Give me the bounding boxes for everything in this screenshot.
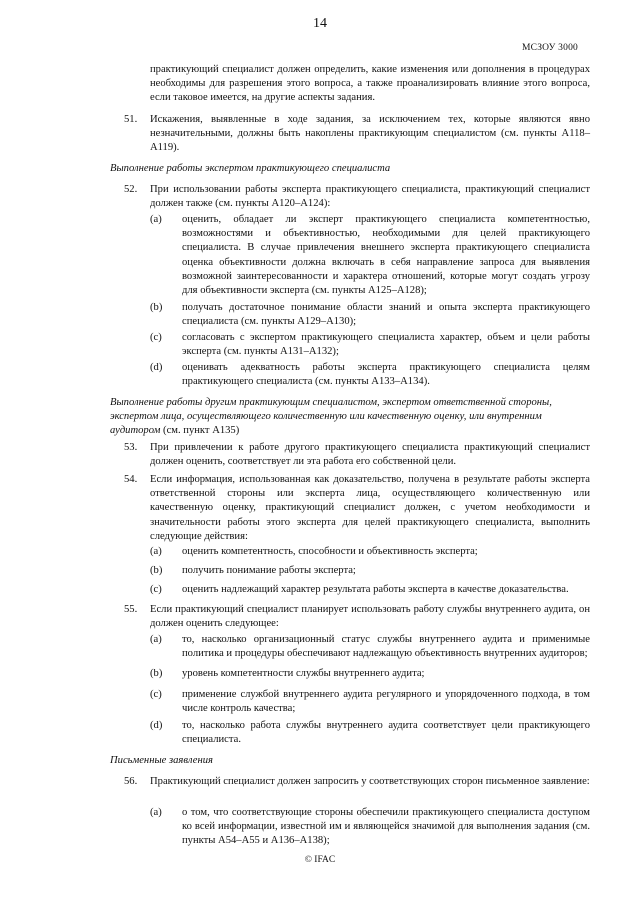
paragraph-text: Искажения, выявленные в ходе задания, за исключением тех, которые являются явно незначительными, должны быть накоплены практикующим специалистом (см. пункты A118–A119). [150, 114, 590, 154]
list-item: получать достаточное понимание области знаний и опыта эксперта практикующего специалиста (см. пункты A129–A130); [182, 302, 590, 328]
page-number: 14 [313, 16, 327, 31]
heading-reference: (см. пункт A135) [160, 425, 240, 437]
list-item: оценить надлежащий характер результата работы эксперта в качестве доказательства. [182, 584, 569, 595]
paragraph-number: 55. [124, 604, 138, 615]
list-letter: (d) [150, 720, 163, 731]
list-letter: (c) [150, 584, 162, 595]
list-item: уровень компетентности службы внутреннего аудита; [182, 668, 425, 679]
paragraph-text: Если информация, использованная как доказательство, получена в результате работы эксперта ответственной стороны или эксперта лица, осуществляющего количественную или качественную оценку, практикующий специалист должен, с учетом необходимости и значительности работы этого эксперта для целей практикующего специалиста, выполнить следующие действия: [150, 474, 590, 542]
list-item: то, насколько организационный статус службы внутреннего аудита и применимые политика и процедуры обеспечивают надлежащую объективность внутренних аудиторов; [182, 634, 590, 660]
paragraph-number: 53. [124, 442, 138, 453]
list-item: то, насколько работа службы внутреннего аудита соответствует цели практикующего специалиста. [182, 720, 590, 746]
footer-copyright: © IFAC [304, 855, 336, 865]
document-code: МСЗОУ 3000 [522, 43, 578, 53]
list-letter: (a) [150, 807, 162, 818]
list-letter: (b) [150, 302, 163, 313]
list-letter: (a) [150, 546, 162, 557]
list-letter: (b) [150, 565, 163, 576]
list-item: согласовать с экспертом практикующего специалиста характер, объем и цели работы эксперта (см. пункты A131–A132); [182, 332, 590, 358]
paragraph-text: При привлечении к работе другого практикующего специалиста практикующий специалист должен оценить, соответствует ли эта работа его собственной цели. [150, 442, 590, 468]
list-item: оценить, обладает ли эксперт практикующего специалиста компетентностью, возможностями и объективностью, необходимыми для целей практикующего специалиста. В случае привлечения внешнего эксперта практикующего специалиста оценка объективности должна включать в себя направление запроса для выявления возможной заинтересованности и характера отношений, которые могут создать угрозу для объективности эксперта (см. пункты A125–A128); [182, 214, 590, 297]
paragraph-continuation: практикующий специалист должен определить, какие изменения или дополнения в процедурах необходимы для разрешения этого вопроса, а также проанализировать влияние этого вопроса, если таковое имеется, на другие аспекты задания. [150, 64, 590, 104]
paragraph-text: Практикующий специалист должен запросить у соответствующих сторон письменное заявление: [150, 776, 590, 787]
paragraph-number: 52. [124, 184, 138, 195]
list-item: оценивать адекватность работы эксперта практикующего специалиста целям практикующего специалиста (см. пункты A133–A134). [182, 362, 590, 388]
list-letter: (a) [150, 634, 162, 645]
list-letter: (d) [150, 362, 163, 373]
paragraph-text: При использовании работы эксперта практикующего специалиста, практикующий специалист должен также (см. пункты A120–A124): [150, 184, 590, 210]
list-letter: (b) [150, 668, 163, 679]
paragraph-number: 51. [124, 114, 138, 125]
heading-italic-text: Выполнение работы другим практикующим специалистом, экспертом ответственной стороны, экспертом лица, осуществляющего количественную или качественную оценку, или внутренним аудитором [110, 397, 552, 437]
paragraph-number: 56. [124, 776, 138, 787]
list-letter: (c) [150, 332, 162, 343]
list-item: оценить компетентность, способности и объективность эксперта; [182, 546, 478, 557]
paragraph-number: 54. [124, 474, 138, 485]
section-heading [110, 396, 580, 439]
section-heading: Письменные заявления [110, 755, 213, 766]
section-heading: Выполнение работы экспертом практикующего специалиста [110, 163, 391, 174]
paragraph-text: Если практикующий специалист планирует использовать работу службы внутреннего аудита, он должен оценить следующее: [150, 604, 590, 630]
list-item: применение службой внутреннего аудита регулярного и упорядоченного подхода, в том числе контроль качества; [182, 689, 590, 715]
list-item: о том, что соответствующие стороны обеспечили практикующего специалиста доступом ко всей информации, известной им и являющейся значимой для выполнения задания (см. пункты A54–A55 и A136–A138); [182, 807, 590, 847]
list-item: получить понимание работы эксперта; [182, 565, 356, 576]
list-letter: (a) [150, 214, 162, 225]
list-letter: (c) [150, 689, 162, 700]
